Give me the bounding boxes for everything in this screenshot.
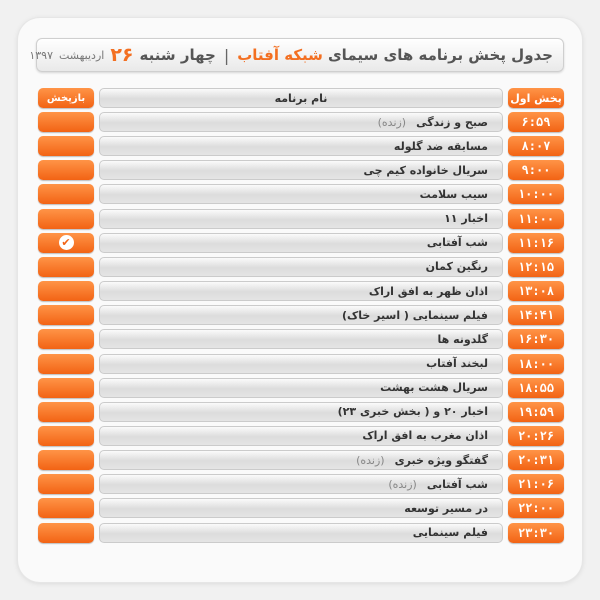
header-separator: | bbox=[223, 45, 230, 65]
month-name: اردیبهشت bbox=[58, 48, 105, 62]
program-name-cell bbox=[99, 233, 503, 253]
table-row bbox=[36, 378, 564, 398]
program-name-cell bbox=[99, 474, 503, 494]
checkmark-icon: ✔ bbox=[59, 235, 74, 250]
table-row bbox=[36, 474, 564, 494]
rerun-cell bbox=[38, 378, 94, 398]
program-name-cell bbox=[99, 305, 503, 325]
program-name-cell bbox=[99, 209, 503, 229]
program-name: اخبار ۱۱ bbox=[444, 212, 488, 226]
table-row bbox=[36, 498, 564, 518]
program-name-cell bbox=[99, 160, 503, 180]
program-name-cell bbox=[99, 184, 503, 204]
airtime: ۱۶:۳۰ bbox=[508, 329, 564, 349]
table-row bbox=[36, 523, 564, 543]
rerun-cell bbox=[38, 281, 94, 301]
program-name: شب آفتابی bbox=[426, 236, 488, 250]
airtime: ۱۱:۰۰ bbox=[508, 209, 564, 229]
rerun-cell bbox=[38, 184, 94, 204]
rerun-cell bbox=[38, 136, 94, 156]
table-row bbox=[36, 257, 564, 277]
airtime: ۱۴:۴۱ bbox=[508, 305, 564, 325]
table-row bbox=[36, 305, 564, 325]
table-row bbox=[36, 354, 564, 374]
day-number: ۲۶ bbox=[110, 44, 134, 66]
program-name: سریال خانواده کیم چی bbox=[363, 163, 488, 177]
table-row bbox=[36, 184, 564, 204]
program-name: سریال هشت بهشت bbox=[380, 381, 488, 395]
program-name-cell bbox=[99, 378, 503, 398]
table-row bbox=[36, 450, 564, 470]
airtime: ۹:۰۰ bbox=[508, 160, 564, 180]
program-name: شب آفتابی bbox=[426, 477, 488, 491]
rerun-cell bbox=[38, 450, 94, 470]
rerun-cell bbox=[38, 160, 94, 180]
program-name: گلدونه ها bbox=[437, 332, 488, 346]
table-row bbox=[36, 233, 564, 253]
rerun-cell bbox=[38, 354, 94, 374]
program-name: سیب سلامت bbox=[419, 187, 488, 201]
column-header-name: نام برنامه bbox=[99, 88, 503, 108]
rerun-cell bbox=[38, 329, 94, 349]
rerun-cell bbox=[38, 474, 94, 494]
year: ۱۳۹۷ bbox=[29, 48, 53, 62]
airtime: ۱۲:۱۵ bbox=[508, 257, 564, 277]
airtime: ۱۰:۰۰ bbox=[508, 184, 564, 204]
airtime: ۱۳:۰۸ bbox=[508, 281, 564, 301]
program-note: (زنده) bbox=[356, 453, 385, 467]
rerun-cell bbox=[38, 112, 94, 132]
rerun-cell bbox=[38, 305, 94, 325]
rerun-cell bbox=[38, 426, 94, 446]
table-row bbox=[36, 160, 564, 180]
program-name: رنگین کمان bbox=[425, 260, 488, 274]
program-name-cell bbox=[99, 329, 503, 349]
program-name: اذان ظهر به افق اراک bbox=[368, 284, 488, 298]
table-row bbox=[36, 402, 564, 422]
program-note: (زنده) bbox=[388, 477, 417, 491]
program-name: صبح و زندگی bbox=[416, 115, 488, 129]
table-row bbox=[36, 112, 564, 132]
program-name: فیلم سینمایی ( اسیر خاک) bbox=[342, 308, 488, 322]
rerun-cell bbox=[38, 498, 94, 518]
airtime: ۲۲:۰۰ bbox=[508, 498, 564, 518]
program-name: لبخند آفتاب bbox=[426, 357, 488, 370]
program-name-cell bbox=[99, 498, 503, 518]
airtime: ۲۰:۲۶ bbox=[508, 426, 564, 446]
table-row bbox=[36, 426, 564, 446]
program-name: مسابقه ضد گلوله bbox=[393, 139, 488, 153]
rerun-cell bbox=[38, 523, 94, 543]
column-header-time: پخش اول bbox=[508, 88, 564, 108]
column-header-rerun: بازپخش bbox=[38, 88, 94, 108]
network-name: شبکه آفتاب bbox=[237, 46, 323, 64]
airtime: ۱۱:۱۶ bbox=[508, 233, 564, 253]
program-name: گفتگو ویژه خبری bbox=[394, 453, 488, 467]
table-row bbox=[36, 329, 564, 349]
weekday: چهار شنبه bbox=[139, 46, 216, 64]
schedule-header bbox=[29, 38, 564, 72]
program-name: در مسیر توسعه bbox=[404, 501, 488, 515]
airtime: ۱۸:۵۵ bbox=[508, 378, 564, 398]
program-name-cell bbox=[99, 257, 503, 277]
program-name-cell bbox=[99, 281, 503, 301]
program-name-cell bbox=[99, 112, 503, 132]
program-note: (زنده) bbox=[377, 115, 407, 129]
header-title: جدول پخش برنامه های سیمای bbox=[327, 46, 553, 64]
program-name-cell bbox=[99, 523, 503, 543]
column-header-row bbox=[36, 88, 564, 108]
table-row bbox=[36, 281, 564, 301]
rerun-cell bbox=[38, 209, 94, 229]
airtime: ۲۱:۰۶ bbox=[508, 474, 564, 494]
program-name-cell bbox=[99, 426, 503, 446]
table-row bbox=[36, 136, 564, 156]
program-name-cell bbox=[99, 136, 503, 156]
program-name: اذان مغرب به افق اراک bbox=[362, 429, 488, 443]
airtime: ۸:۰۷ bbox=[508, 136, 564, 156]
airtime: ۶:۵۹ bbox=[508, 112, 564, 132]
program-name: فیلم سینمایی bbox=[412, 526, 488, 540]
rerun-cell bbox=[38, 257, 94, 277]
airtime: ۲۳:۳۰ bbox=[508, 523, 564, 543]
rerun-cell bbox=[38, 402, 94, 422]
rerun-cell bbox=[38, 233, 94, 253]
airtime: ۲۰:۳۱ bbox=[508, 450, 564, 470]
program-name-cell bbox=[99, 402, 503, 422]
program-name: اخبار ۲۰ و ( بخش خبری ۲۳) bbox=[337, 405, 488, 419]
airtime: ۱۸:۰۰ bbox=[508, 354, 564, 374]
program-name-cell bbox=[99, 354, 503, 374]
table-row bbox=[36, 209, 564, 229]
airtime: ۱۹:۵۹ bbox=[508, 402, 564, 422]
program-name-cell bbox=[99, 450, 503, 470]
